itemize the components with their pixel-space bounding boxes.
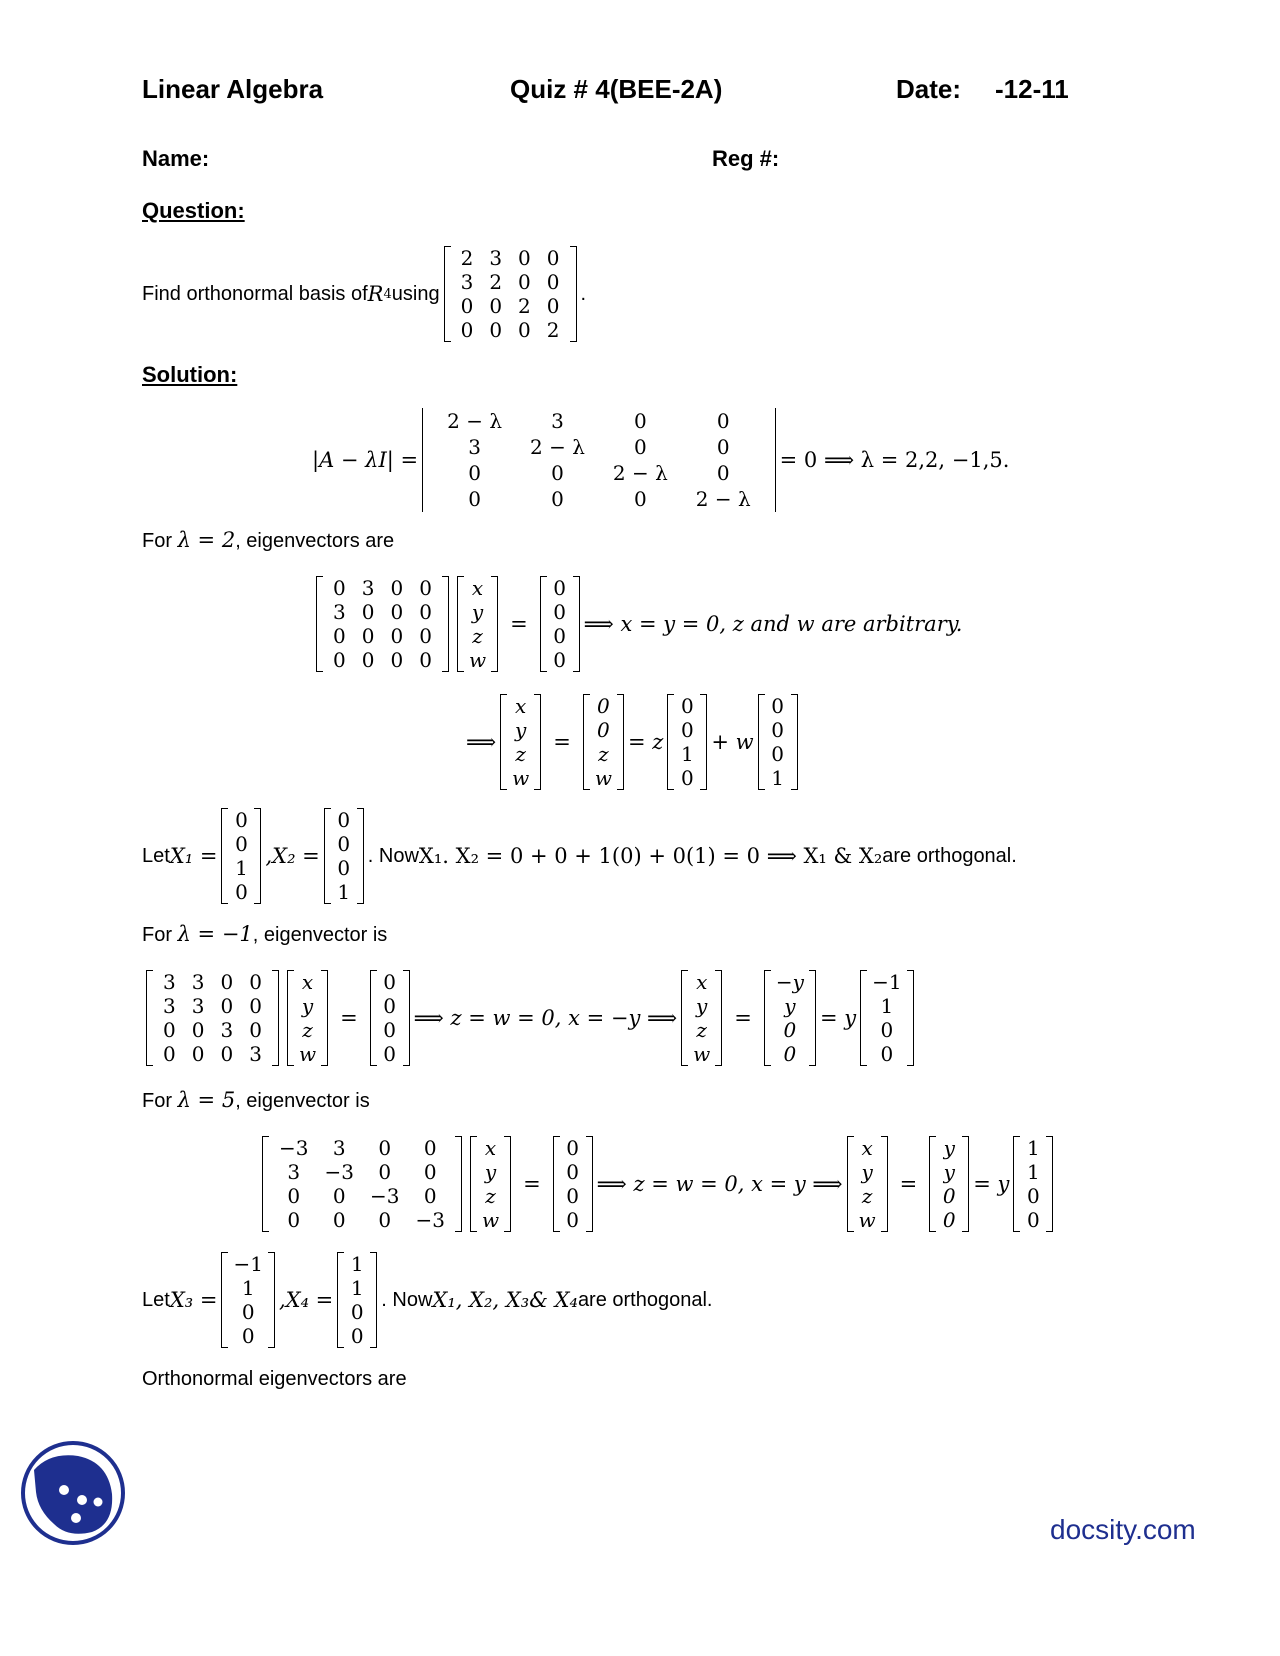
matrix-cell: 0	[287, 1208, 301, 1232]
eigenvector-5	[1013, 1136, 1053, 1232]
lambda2-intro: For λ = 2, eigenvectors are	[142, 528, 395, 552]
date-value: -12-11	[995, 74, 1069, 104]
vector-entry: 1	[1027, 1136, 1040, 1160]
question-heading: Question:	[142, 198, 245, 223]
vector-entry: 0	[942, 1208, 956, 1232]
matrix-cell: 3	[163, 994, 176, 1018]
vector-entry: 0	[566, 1208, 580, 1232]
matrix-cell: 3	[333, 600, 346, 624]
vector-entry: 0	[880, 1018, 894, 1042]
space-exponent: 4	[383, 286, 392, 302]
vector-entry: 0	[383, 1042, 397, 1066]
vector-entry: x	[515, 694, 527, 718]
matrix-cell: 2 − λ	[447, 409, 503, 433]
matrix-cell: 2 − λ	[695, 487, 751, 511]
vector-entry: 0	[1027, 1184, 1040, 1208]
basis-vector-w	[758, 694, 798, 790]
vector-entry: y	[471, 600, 484, 624]
characteristic-equation	[312, 408, 1009, 512]
matrix-cell: 0	[419, 648, 432, 672]
x1-vector	[221, 808, 261, 904]
matrix-cell: 2	[489, 270, 503, 294]
question-end: .	[580, 282, 587, 305]
vector-entry: x	[861, 1136, 873, 1160]
question-prefix: Find orthonormal basis of	[142, 282, 368, 305]
matrix-cell: 3	[361, 576, 375, 600]
matrix-cell: −3	[279, 1136, 309, 1160]
matrix-cell: 2	[546, 318, 560, 342]
matrix-cell: 0	[460, 318, 474, 342]
matrix-cell: 0	[333, 576, 346, 600]
eigenvector-neg1	[860, 970, 913, 1066]
matrix-cell: 0	[546, 294, 560, 318]
lambda5-matrix	[262, 1136, 462, 1232]
vector-entry: w	[693, 1042, 711, 1066]
matrix-cell: 3	[249, 1042, 262, 1066]
vector-entry: 0	[350, 1300, 364, 1324]
matrix-cell: 2 − λ	[530, 435, 585, 459]
vector-entry: y	[484, 1160, 497, 1184]
matrix-cell: 0	[361, 624, 375, 648]
matrix-cell: 0	[333, 648, 346, 672]
vector-entry: 0	[553, 624, 567, 648]
matrix-cell: 0	[361, 600, 375, 624]
vector-entry: 1	[680, 742, 694, 766]
matrix-cell: 0	[191, 1042, 205, 1066]
vector-entry: 0	[597, 718, 610, 742]
matrix-cell: 0	[546, 246, 560, 270]
vector-entry: 0	[553, 648, 567, 672]
vector-entry: 0	[771, 694, 784, 718]
matrix-cell: 0	[551, 487, 564, 511]
matrix-cell: 0	[518, 270, 531, 294]
vector-entry: 0	[337, 856, 351, 880]
matrix-cell: 3	[460, 270, 474, 294]
vector-entry: w	[594, 766, 612, 790]
matrix-cell: 0	[191, 1018, 205, 1042]
variable-vector	[500, 694, 541, 790]
vector-entry: 0	[680, 766, 694, 790]
date-label: Date:	[896, 74, 962, 104]
reduced-vector	[583, 694, 624, 790]
vector-entry: z	[598, 742, 609, 766]
vector-entry: 1	[350, 1276, 364, 1300]
vector-entry: y	[515, 718, 527, 742]
matrix-cell: 0	[249, 994, 262, 1018]
matrix-cell: 3	[191, 994, 205, 1018]
matrix-cell: 0	[633, 487, 647, 511]
det-rhs: = 0 ⟹ λ = 2,2, −1,5.	[779, 448, 1010, 472]
matrix-cell: 0	[423, 1184, 437, 1208]
vector-entry: 1	[241, 1276, 255, 1300]
matrix-cell: 0	[716, 461, 730, 485]
zero-vector	[540, 576, 580, 672]
vector-entry: w	[512, 766, 530, 790]
vector-entry: 0	[553, 600, 567, 624]
matrix-cell: 0	[489, 294, 503, 318]
matrix-cell: 0	[423, 1160, 437, 1184]
vector-entry: 0	[771, 718, 784, 742]
vector-entry: 0	[783, 1018, 797, 1042]
matrix-cell: 0	[419, 600, 432, 624]
vector-entry: −1	[233, 1252, 263, 1276]
vector-entry: y	[943, 1136, 955, 1160]
vector-entry: x	[471, 576, 484, 600]
matrix-cell: 0	[378, 1160, 392, 1184]
vector-entry: 0	[383, 994, 397, 1018]
vector-entry: z	[302, 1018, 313, 1042]
reg-label: Reg #:	[712, 146, 780, 171]
space-symbol: R	[367, 282, 384, 306]
det-matrix	[422, 408, 776, 512]
vector-entry: 1	[771, 766, 784, 790]
lambda2-matrix	[316, 576, 449, 672]
reduced-vector	[929, 1136, 969, 1232]
vector-entry: y	[301, 994, 314, 1018]
matrix-cell: 0	[716, 435, 730, 459]
zero-vector	[553, 1136, 593, 1232]
matrix-cell: 3	[332, 1136, 346, 1160]
lambda-neg1-system: 3 3 0 0 3 3 0 0 0 0 3 0 0 0 0 3 x y z w = 0 0 0 0 ⟹ z = w = 0, x = −y ⟹ x y z w = −y y 0 0 = y −1 1 0 0	[142, 970, 918, 1066]
vector-entry: 0	[566, 1136, 580, 1160]
vector-entry: 0	[337, 832, 351, 856]
vector-entry: w	[858, 1208, 876, 1232]
matrix-cell: 0	[390, 648, 404, 672]
vector-entry: 1	[337, 880, 351, 904]
vector-entry: w	[468, 648, 487, 672]
vector-entry: 0	[337, 808, 351, 832]
vector-entry: 1	[1027, 1160, 1040, 1184]
vector-entry: x	[484, 1136, 497, 1160]
vector-entry: 0	[350, 1324, 364, 1348]
question-using: using	[391, 282, 440, 305]
variable-vector	[847, 1136, 888, 1232]
vector-entry: w	[298, 1042, 317, 1066]
matrix-cell: 0	[423, 1136, 437, 1160]
vector-entry: 0	[1027, 1208, 1040, 1232]
quiz-title: Quiz # 4(BEE-2A)	[510, 74, 723, 104]
matrix-cell: 0	[249, 970, 262, 994]
vector-entry: y	[696, 994, 708, 1018]
vector-entry: 1	[235, 856, 248, 880]
basis-vector-z	[667, 694, 707, 790]
matrix-cell: 0	[716, 409, 730, 433]
matrix-cell: 0	[468, 487, 481, 511]
matrix-cell: 0	[361, 648, 375, 672]
matrix-cell: 0	[633, 409, 647, 433]
x3-vector	[221, 1252, 274, 1348]
vector-entry: y	[943, 1160, 955, 1184]
question-text	[142, 246, 586, 342]
matrix-cell: 0	[390, 576, 404, 600]
matrix-cell: 0	[378, 1136, 392, 1160]
let-x1-x2: Let X₁ = 0 0 1 0 ,X₂ = 0 0 0 1 . Now X₁. X₂ = 0 + 0 + 1(0) + 0(1) = 0 ⟹ X₁ & X₂ are orthogonal.	[142, 808, 1017, 904]
vector-entry: z	[515, 742, 526, 766]
vector-entry: z	[472, 624, 483, 648]
matrix-cell: 0	[220, 970, 234, 994]
matrix-cell: 3	[489, 246, 503, 270]
vector-entry: 0	[241, 1324, 255, 1348]
variable-vector	[457, 576, 498, 672]
matrix-cell: 0	[333, 624, 346, 648]
matrix-cell: 0	[546, 270, 560, 294]
docsity-logo-icon	[20, 1440, 126, 1546]
matrix-cell: 0	[163, 1042, 176, 1066]
vector-entry: −y	[775, 970, 804, 994]
zero-vector	[370, 970, 410, 1066]
vector-entry: −1	[872, 970, 902, 994]
vector-entry: 0	[771, 742, 784, 766]
matrix-cell: 0	[633, 435, 647, 459]
matrix-cell: 0	[468, 461, 481, 485]
vector-entry: y	[784, 994, 796, 1018]
docsity-brand[interactable]: docsity.com	[1050, 1514, 1196, 1545]
final-line: Orthonormal eigenvectors are	[142, 1368, 407, 1390]
matrix-cell: 0	[518, 246, 531, 270]
matrix-cell: 2	[518, 294, 531, 318]
vector-entry: y	[861, 1160, 873, 1184]
lambda-neg1-intro: For λ = −1, eigenvector is	[142, 922, 388, 946]
matrix-cell: 0	[220, 994, 234, 1018]
matrix-cell: 0	[163, 1018, 176, 1042]
let-x3-x4: Let X₃ = −1 1 0 0 ,X₄ = 1 1 0 0 . Now X₁, X₂, X₃& X₄ are orthogonal.	[142, 1252, 713, 1348]
matrix-cell: 0	[332, 1208, 346, 1232]
vector-entry: 0	[235, 880, 248, 904]
vector-entry: 0	[880, 1042, 894, 1066]
matrix-cell: 3	[163, 970, 176, 994]
matrix-cell: 2	[460, 246, 474, 270]
solution-heading: Solution:	[142, 362, 238, 387]
variable-vector	[287, 970, 328, 1066]
matrix-cell: 3	[191, 970, 205, 994]
vector-entry: 0	[680, 694, 694, 718]
question-matrix	[444, 246, 577, 342]
lambda2-result: ⟹ x = y = 0, z and w are arbitrary.	[583, 612, 963, 636]
matrix-cell: 0	[489, 318, 503, 342]
vector-entry: x	[696, 970, 708, 994]
vector-entry: 0	[235, 808, 248, 832]
vector-entry: w	[481, 1208, 500, 1232]
course-title: Linear Algebra	[142, 74, 324, 104]
lambda2-system: 0 3 0 0 3 0 0 0 0 0 0 0 0 0 0 0 x y z w = 0 0 0 0 ⟹ x = y = 0, z and w are arbitrary.	[312, 576, 962, 672]
vector-entry: z	[861, 1184, 873, 1208]
vector-entry: 0	[566, 1184, 580, 1208]
matrix-cell: 0	[419, 624, 432, 648]
vector-entry: 1	[880, 994, 894, 1018]
matrix-cell: −3	[369, 1184, 400, 1208]
lambda-neg1-matrix	[146, 970, 279, 1066]
matrix-cell: 3	[220, 1018, 234, 1042]
vector-entry: 1	[350, 1252, 364, 1276]
reduced-vector	[764, 970, 816, 1066]
vector-entry: 0	[566, 1160, 580, 1184]
variable-vector	[470, 1136, 511, 1232]
matrix-cell: 0	[460, 294, 474, 318]
matrix-cell: 0	[390, 624, 404, 648]
vector-entry: z	[696, 1018, 707, 1042]
det-lhs: |A − λI| =	[312, 448, 419, 472]
x4-vector	[337, 1252, 377, 1348]
matrix-cell: −3	[324, 1160, 354, 1184]
vector-entry: 0	[241, 1300, 255, 1324]
vector-entry: 0	[783, 1042, 797, 1066]
vector-entry: x	[301, 970, 314, 994]
name-label: Name:	[142, 146, 210, 171]
variable-vector	[681, 970, 722, 1066]
matrix-cell: 0	[419, 576, 432, 600]
vector-entry: 0	[597, 694, 610, 718]
lambda5-system: −3 3 0 0 3 −3 0 0 0 0 −3 0 0 0 0 −3 x y z w = 0 0 0 0 ⟹ z = w = 0, x = y ⟹ x y z w = y y 0 0 = y 1 1 0 0	[258, 1136, 1057, 1232]
matrix-cell: 0	[332, 1184, 346, 1208]
vector-entry: 0	[553, 576, 567, 600]
lambda2-decomposition: ⟹ x y z w = 0 0 z w = z 0 0 1 0 + w 0 0 0 1	[466, 694, 802, 790]
vector-entry: 0	[680, 718, 694, 742]
vector-entry: z	[485, 1184, 496, 1208]
vector-entry: 0	[235, 832, 248, 856]
matrix-cell: 0	[518, 318, 531, 342]
matrix-cell: 0	[249, 1018, 262, 1042]
matrix-cell: 2 − λ	[612, 461, 668, 485]
matrix-cell: 0	[390, 600, 404, 624]
matrix-cell: 3	[468, 435, 481, 459]
matrix-cell: 0	[220, 1042, 234, 1066]
matrix-cell: −3	[415, 1208, 445, 1232]
vector-entry: 0	[383, 1018, 397, 1042]
matrix-cell: 0	[551, 461, 564, 485]
vector-entry: 0	[383, 970, 397, 994]
matrix-cell: 0	[287, 1184, 301, 1208]
matrix-cell: 3	[287, 1160, 301, 1184]
matrix-cell: 3	[551, 409, 564, 433]
vector-entry: 0	[942, 1184, 956, 1208]
matrix-cell: 0	[378, 1208, 392, 1232]
lambda5-intro: For λ = 5, eigenvector is	[142, 1088, 370, 1112]
x2-vector	[324, 808, 364, 904]
